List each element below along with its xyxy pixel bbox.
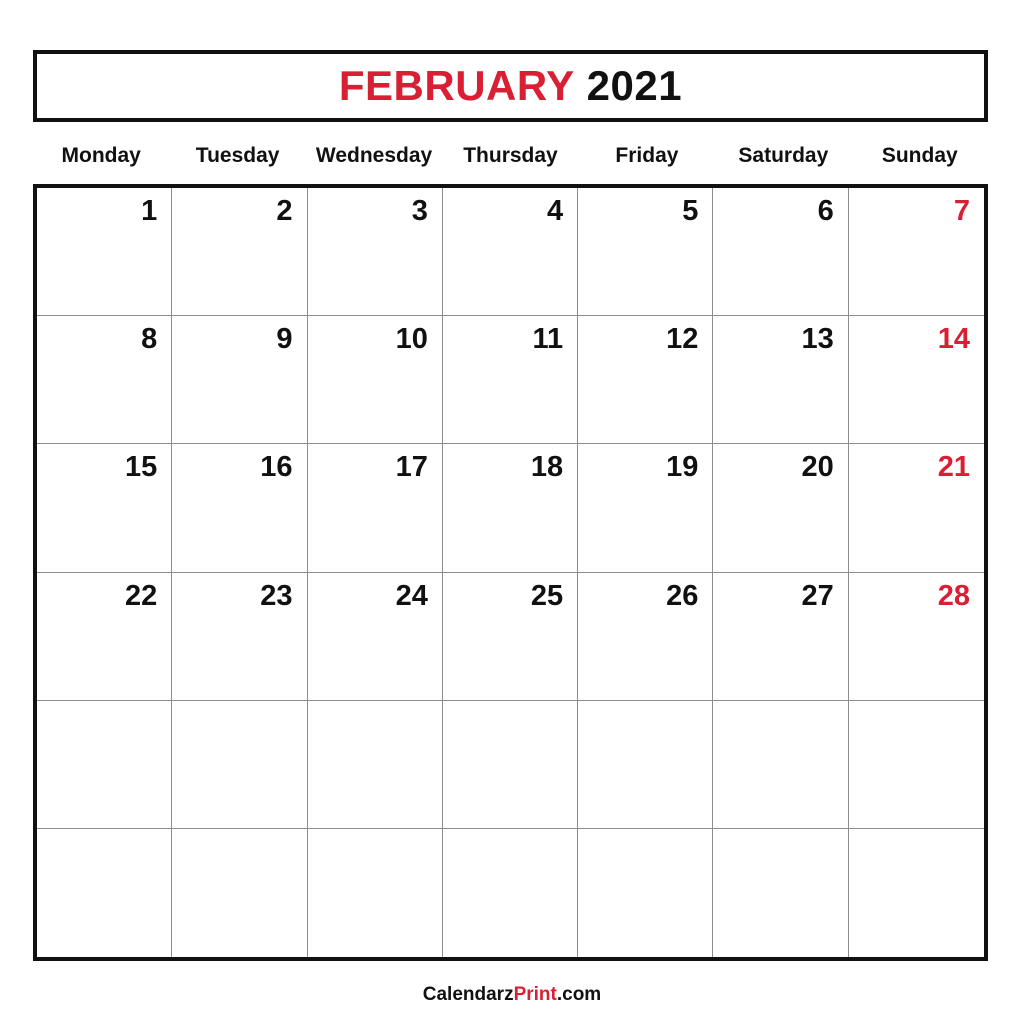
day-number: 15 <box>125 451 158 484</box>
day-cell[interactable] <box>849 444 984 572</box>
day-cell[interactable] <box>172 573 307 701</box>
day-cell[interactable] <box>37 829 172 957</box>
day-number: 25 <box>530 579 564 612</box>
weekday-tuesday: Tuesday <box>195 144 280 167</box>
day-cell[interactable] <box>578 316 713 444</box>
title-year: 2021 <box>586 62 683 109</box>
day-number: 13 <box>801 323 834 356</box>
page-title <box>338 62 683 109</box>
day-cell[interactable] <box>713 316 848 444</box>
day-number: 12 <box>666 323 699 356</box>
footer-brand-suffix: .com <box>556 984 602 1005</box>
day-cell[interactable] <box>37 444 172 572</box>
day-cell[interactable] <box>443 829 578 957</box>
day-cell[interactable] <box>37 701 172 829</box>
day-cell[interactable] <box>308 444 443 572</box>
day-number: 21 <box>937 451 970 484</box>
day-number: 19 <box>666 451 699 484</box>
weekday-thursday: Thursday <box>463 144 558 167</box>
day-number: 28 <box>937 579 970 612</box>
day-cell[interactable] <box>308 829 443 957</box>
footer-brand-second: Print <box>513 984 557 1005</box>
day-cell[interactable] <box>849 701 984 829</box>
day-number: 5 <box>682 195 699 227</box>
day-number: 1 <box>141 195 158 227</box>
day-cell[interactable] <box>849 829 984 957</box>
weekday-wednesday: Wednesday <box>315 144 433 167</box>
day-cell[interactable] <box>578 701 713 829</box>
day-cell[interactable] <box>308 316 443 444</box>
weekday-saturday: Saturday <box>738 144 829 167</box>
day-cell[interactable] <box>308 573 443 701</box>
day-cell[interactable] <box>443 188 578 316</box>
day-cell[interactable] <box>172 701 307 829</box>
day-number: 22 <box>125 579 158 612</box>
day-number: 4 <box>547 195 564 227</box>
day-number: 2 <box>276 195 293 227</box>
day-number: 6 <box>817 195 834 227</box>
day-number: 16 <box>260 451 293 484</box>
day-cell[interactable] <box>37 316 172 444</box>
day-number: 8 <box>141 323 158 356</box>
day-cell[interactable] <box>443 701 578 829</box>
day-cell[interactable] <box>578 188 713 316</box>
day-cell[interactable] <box>172 829 307 957</box>
day-cell[interactable] <box>37 188 172 316</box>
day-number: 7 <box>953 195 970 227</box>
day-number: 9 <box>276 323 293 356</box>
weekday-header-row <box>33 135 988 177</box>
day-cell[interactable] <box>172 316 307 444</box>
day-cell[interactable] <box>578 829 713 957</box>
day-number: 3 <box>411 195 428 227</box>
day-cell[interactable] <box>713 573 848 701</box>
calendar-grid <box>33 184 988 961</box>
day-number: 23 <box>260 579 293 612</box>
weekday-sunday: Sunday <box>881 144 958 167</box>
calendar-title-bar <box>33 50 988 122</box>
day-cell[interactable] <box>172 188 307 316</box>
weekday-friday: Friday <box>615 144 679 167</box>
weekday-monday: Monday <box>61 144 141 167</box>
day-cell[interactable] <box>443 444 578 572</box>
day-number: 18 <box>530 451 564 484</box>
footer-brand-first: Calendarz <box>422 984 514 1005</box>
footer-branding <box>0 985 1024 1004</box>
day-number: 26 <box>666 579 699 612</box>
day-cell[interactable] <box>172 444 307 572</box>
day-cell[interactable] <box>849 188 984 316</box>
day-cell[interactable] <box>443 316 578 444</box>
day-number: 27 <box>801 579 834 612</box>
day-cell[interactable] <box>713 829 848 957</box>
day-cell[interactable] <box>713 444 848 572</box>
day-number: 11 <box>532 323 564 356</box>
day-number: 20 <box>801 451 834 484</box>
day-cell[interactable] <box>443 573 578 701</box>
day-number: 24 <box>395 579 428 612</box>
day-cell[interactable] <box>37 573 172 701</box>
day-cell[interactable] <box>578 444 713 572</box>
day-cell[interactable] <box>308 701 443 829</box>
title-month: FEBRUARY <box>338 62 575 109</box>
day-cell[interactable] <box>578 573 713 701</box>
day-cell[interactable] <box>308 188 443 316</box>
day-cell[interactable] <box>713 701 848 829</box>
day-number: 10 <box>395 323 428 356</box>
day-number: 14 <box>937 323 970 356</box>
day-cell[interactable] <box>849 573 984 701</box>
day-cell[interactable] <box>849 316 984 444</box>
day-number: 17 <box>395 451 428 484</box>
day-cell[interactable] <box>713 188 848 316</box>
